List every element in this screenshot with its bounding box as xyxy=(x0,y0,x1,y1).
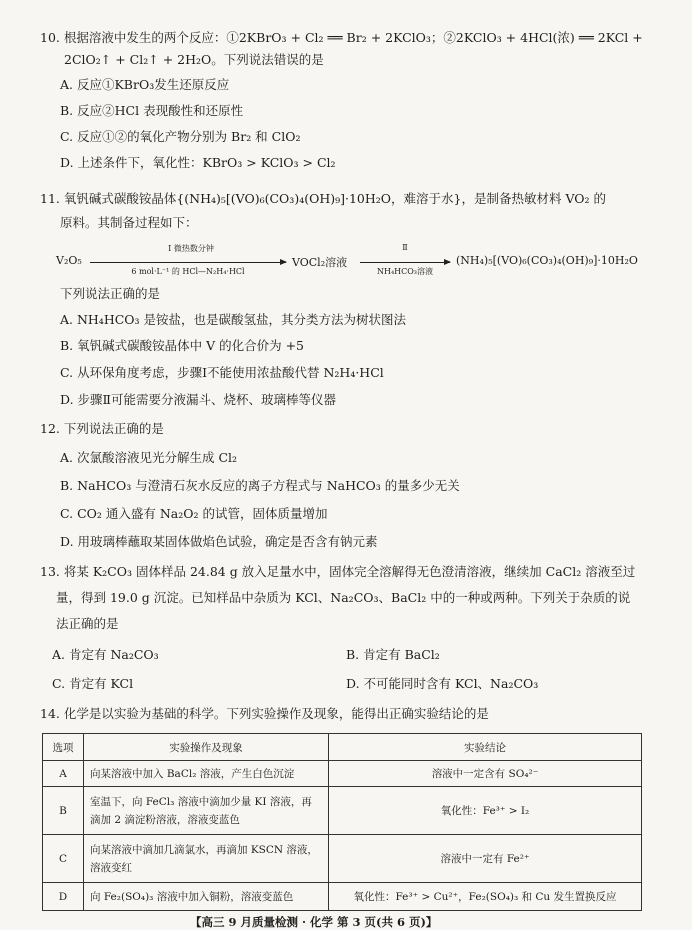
q12-option-a[interactable]: A. 次氯酸溶液见光分解生成 Cl₂ xyxy=(60,450,238,465)
row-a-conclusion: 溶液中一定含有 SO₄²⁻ xyxy=(329,761,642,787)
q10-stem-line2: 2ClO₂↑ + Cl₂↑ + 2H₂O。下列说法错误的是 xyxy=(64,52,324,67)
row-b-option: B xyxy=(43,787,84,835)
q10-option-c[interactable]: C. 反应①②的氧化产物分别为 Br₂ 和 ClO₂ xyxy=(60,129,301,144)
q13-stem-line1: 13. 将某 K₂CO₃ 固体样品 24.84 g 放入足量水中，固体完全溶解得无色澄清溶液，继续加 CaCl₂ 溶液至过 xyxy=(40,564,636,579)
row-c-option: C xyxy=(43,835,84,883)
row-d-option: D xyxy=(43,883,84,911)
q10-option-d[interactable]: D. 上述条件下，氧化性：KBrO₃ > KClO₃ > Cl₂ xyxy=(60,155,336,170)
q12-option-c[interactable]: C. CO₂ 通入盛有 Na₂O₂ 的试管，固体质量增加 xyxy=(60,506,328,521)
table-row xyxy=(43,787,642,835)
row-b-operation: 室温下，向 FeCl₃ 溶液中滴加少量 KI 溶液，再滴加 2 滴淀粉溶液，溶液变蓝色 xyxy=(84,787,329,835)
scheme-product: (NH₄)₅[(VO)₆(CO₃)₄(OH)₉]·10H₂O xyxy=(456,254,638,267)
scheme-step2-condition-top: Ⅱ xyxy=(402,243,408,252)
scheme-start: V₂O₅ xyxy=(56,254,82,267)
q13-option-d[interactable]: D. 不可能同时含有 KCl、Na₂CO₃ xyxy=(346,676,539,691)
q13-option-b[interactable]: B. 肯定有 BaCl₂ xyxy=(346,647,440,662)
q10-option-a[interactable]: A. 反应①KBrO₃发生还原反应 xyxy=(60,77,230,92)
q12-option-b[interactable]: B. NaHCO₃ 与澄清石灰水反应的离子方程式与 NaHCO₃ 的量多少无关 xyxy=(60,478,460,493)
q12-option-d[interactable]: D. 用玻璃棒蘸取某固体做焰色试验，确定是否含有钠元素 xyxy=(60,534,378,549)
scheme-step2-condition-bottom: NH₄HCO₃溶液 xyxy=(376,267,434,276)
q14-stem: 14. 化学是以实验为基础的科学。下列实验操作及现象，能得出正确实验结论的是 xyxy=(40,706,489,721)
row-d-conclusion: 氧化性：Fe³⁺ > Cu²⁺，Fe₂(SO₄)₃ 和 Cu 发生置换反应 xyxy=(329,883,642,911)
scheme-middle: VOCl₂溶液 xyxy=(292,256,348,269)
row-c-operation: 向某溶液中滴加几滴氯水，再滴加 KSCN 溶液，溶液变红 xyxy=(84,835,329,883)
synthesis-scheme xyxy=(56,240,676,280)
q13-stem-line3: 法正确的是 xyxy=(56,616,119,631)
header-conclusion: 实验结论 xyxy=(329,734,642,761)
header-option: 选项 xyxy=(43,734,84,761)
q11-option-b[interactable]: B. 氧钒碱式碳酸铵晶体中 V 的化合价为 +5 xyxy=(60,338,305,353)
experiment-table xyxy=(42,733,642,911)
page-footer: 【高三 9 月质量检测 · 化学 第 3 页(共 6 页)】 xyxy=(190,915,438,929)
q10-option-b[interactable]: B. 反应②HCl 表现酸性和还原性 xyxy=(60,103,244,118)
scheme-arrow-2 xyxy=(360,262,450,263)
scheme-arrow-1 xyxy=(90,262,286,263)
q11-stem-line3: 下列说法正确的是 xyxy=(60,286,161,301)
q11-stem-line1: 11. 氧钒碱式碳酸铵晶体{(NH₄)₅[(VO)₆(CO₃)₄(OH)₉]·10H₂O，难溶于水}，是制备热敏材料 VO₂ 的 xyxy=(40,191,606,206)
scheme-step1-condition-bottom: 6 mol·L⁻¹ 的 HCl—N₂H₄·HCl xyxy=(131,267,245,276)
row-a-option: A xyxy=(43,761,84,787)
q11-option-c[interactable]: C. 从环保角度考虑，步骤Ⅰ不能使用浓盐酸代替 N₂H₄·HCl xyxy=(60,365,384,380)
scheme-step1-condition-top: Ⅰ 微热数分钟 xyxy=(168,244,214,253)
q13-option-c[interactable]: C. 肯定有 KCl xyxy=(52,676,134,691)
q10-stem-line1: 10. 根据溶液中发生的两个反应：①2KBrO₃ + Cl₂ ══ Br₂ + 2KClO₃；②2KClO₃ + 4HCl(浓) ══ 2KCl + xyxy=(40,30,643,45)
q12-stem: 12. 下列说法正确的是 xyxy=(40,421,164,436)
q13-option-a[interactable]: A. 肯定有 Na₂CO₃ xyxy=(52,647,159,662)
q11-option-d[interactable]: D. 步骤Ⅱ可能需要分液漏斗、烧杯、玻璃棒等仪器 xyxy=(60,392,337,407)
q13-stem-line2: 量，得到 19.0 g 沉淀。已知样品中杂质为 KCl、Na₂CO₃、BaCl₂ 中的一种或两种。下列关于杂质的说 xyxy=(56,590,631,605)
header-operation: 实验操作及现象 xyxy=(84,734,329,761)
table-row xyxy=(43,835,642,883)
row-b-conclusion: 氧化性：Fe³⁺ > I₂ xyxy=(329,787,642,835)
row-d-operation: 向 Fe₂(SO₄)₃ 溶液中加入铜粉，溶液变蓝色 xyxy=(84,883,329,911)
table-header-row xyxy=(43,734,642,761)
row-a-operation: 向某溶液中加入 BaCl₂ 溶液，产生白色沉淀 xyxy=(84,761,329,787)
row-c-conclusion: 溶液中一定有 Fe²⁺ xyxy=(329,835,642,883)
table-row xyxy=(43,761,642,787)
q11-stem-line2: 原料。其制备过程如下： xyxy=(60,215,198,230)
q11-option-a[interactable]: A. NH₄HCO₃ 是铵盐，也是碳酸氢盐，其分类方法为树状图法 xyxy=(60,312,407,327)
table-row xyxy=(43,883,642,911)
